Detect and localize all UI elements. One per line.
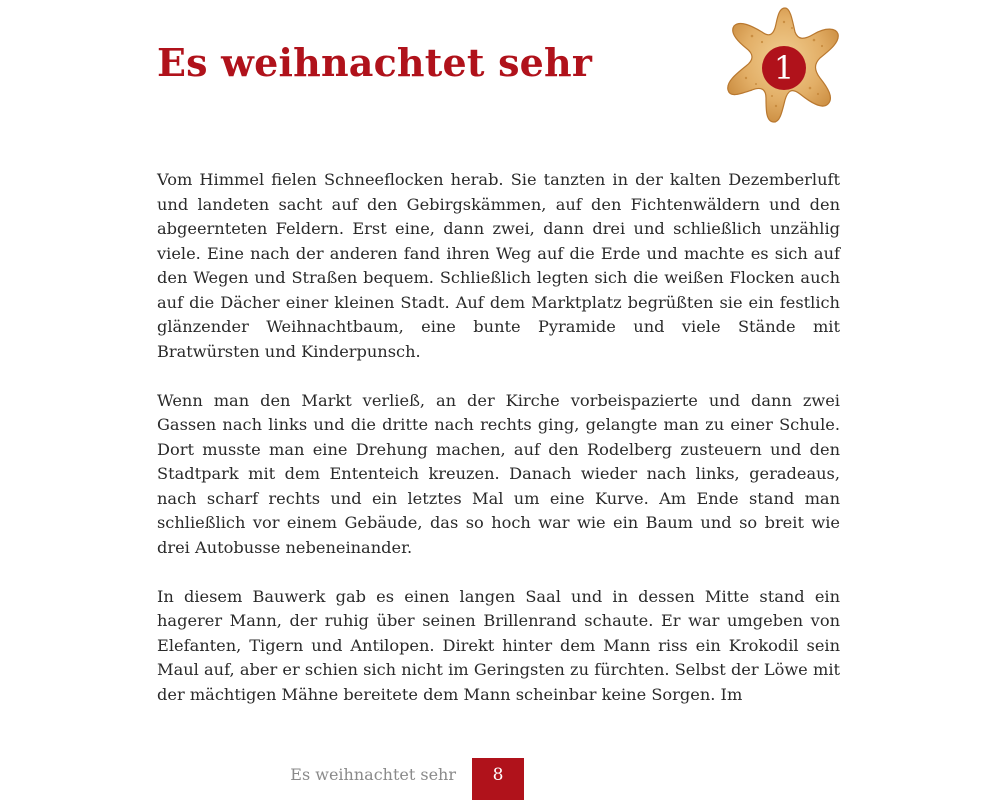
- body-text: [157, 168, 840, 732]
- paragraph: Vom Himmel fielen Schneeflocken herab. Sie tanzten in der kalten Dezemberluft und landeten sacht auf den Gebirgskämmen, auf den Fichtenwäldern und den abgeernteten Feldern. Erst eine, dann zwei, dann drei und schließlich unzählig viele. Eine nach der anderen fand ihren Weg auf die Erde und machte es sich auf den Wegen und Straßen bequem. Schließlich legten sich die weißen Flocken auch auf die Dächer einer kleinen Stadt. Auf dem Marktplatz begrüßten sie ein festlich glänzender Weihnachtbaum, eine bunte Pyramide und viele Stände mit Bratwürsten und Kinderpunsch.: [157, 170, 840, 361]
- page-number: 8: [472, 758, 524, 800]
- paragraph: Wenn man den Markt verließ, an der Kirche vorbeispazierte und dann zwei Gassen nach links und die dritte nach rechts ging, gelangte man zu einer Schule. Dort musste man eine Drehung machen, auf den Rodelberg zusteuern und den Stadtpark mit dem Ententeich kreuzen. Danach wieder nach links, geradeaus, nach scharf rechts und ein letztes Mal um eine Kurve. Am Ende stand man schließlich vor einem Gebäude, das so hoch war wie ein Baum und so breit wie drei Autobusse nebeneinander.: [157, 390, 840, 557]
- paragraph: In diesem Bauwerk gab es einen langen Saal und in dessen Mitte stand ein hagerer Mann, der ruhig über seinen Brillenrand schaute. Er war umgeben von Elefanten, Tigern und Antilopen. Direkt hinter dem Mann riss ein Krokodil sein Maul auf, aber er schien sich nicht im Geringsten zu fürchten. Selbst der Löwe mit der mächtigen Mähne bereitete dem Mann scheinbar keine Sorgen. Im: [157, 586, 840, 704]
- chapter-title: Es weihnachtet sehr: [157, 40, 593, 85]
- chapter-number: 1: [773, 49, 795, 87]
- star-cookie-icon: [722, 2, 848, 128]
- running-title: Es weihnachtet sehr: [290, 765, 456, 784]
- page-footer: [0, 758, 1000, 800]
